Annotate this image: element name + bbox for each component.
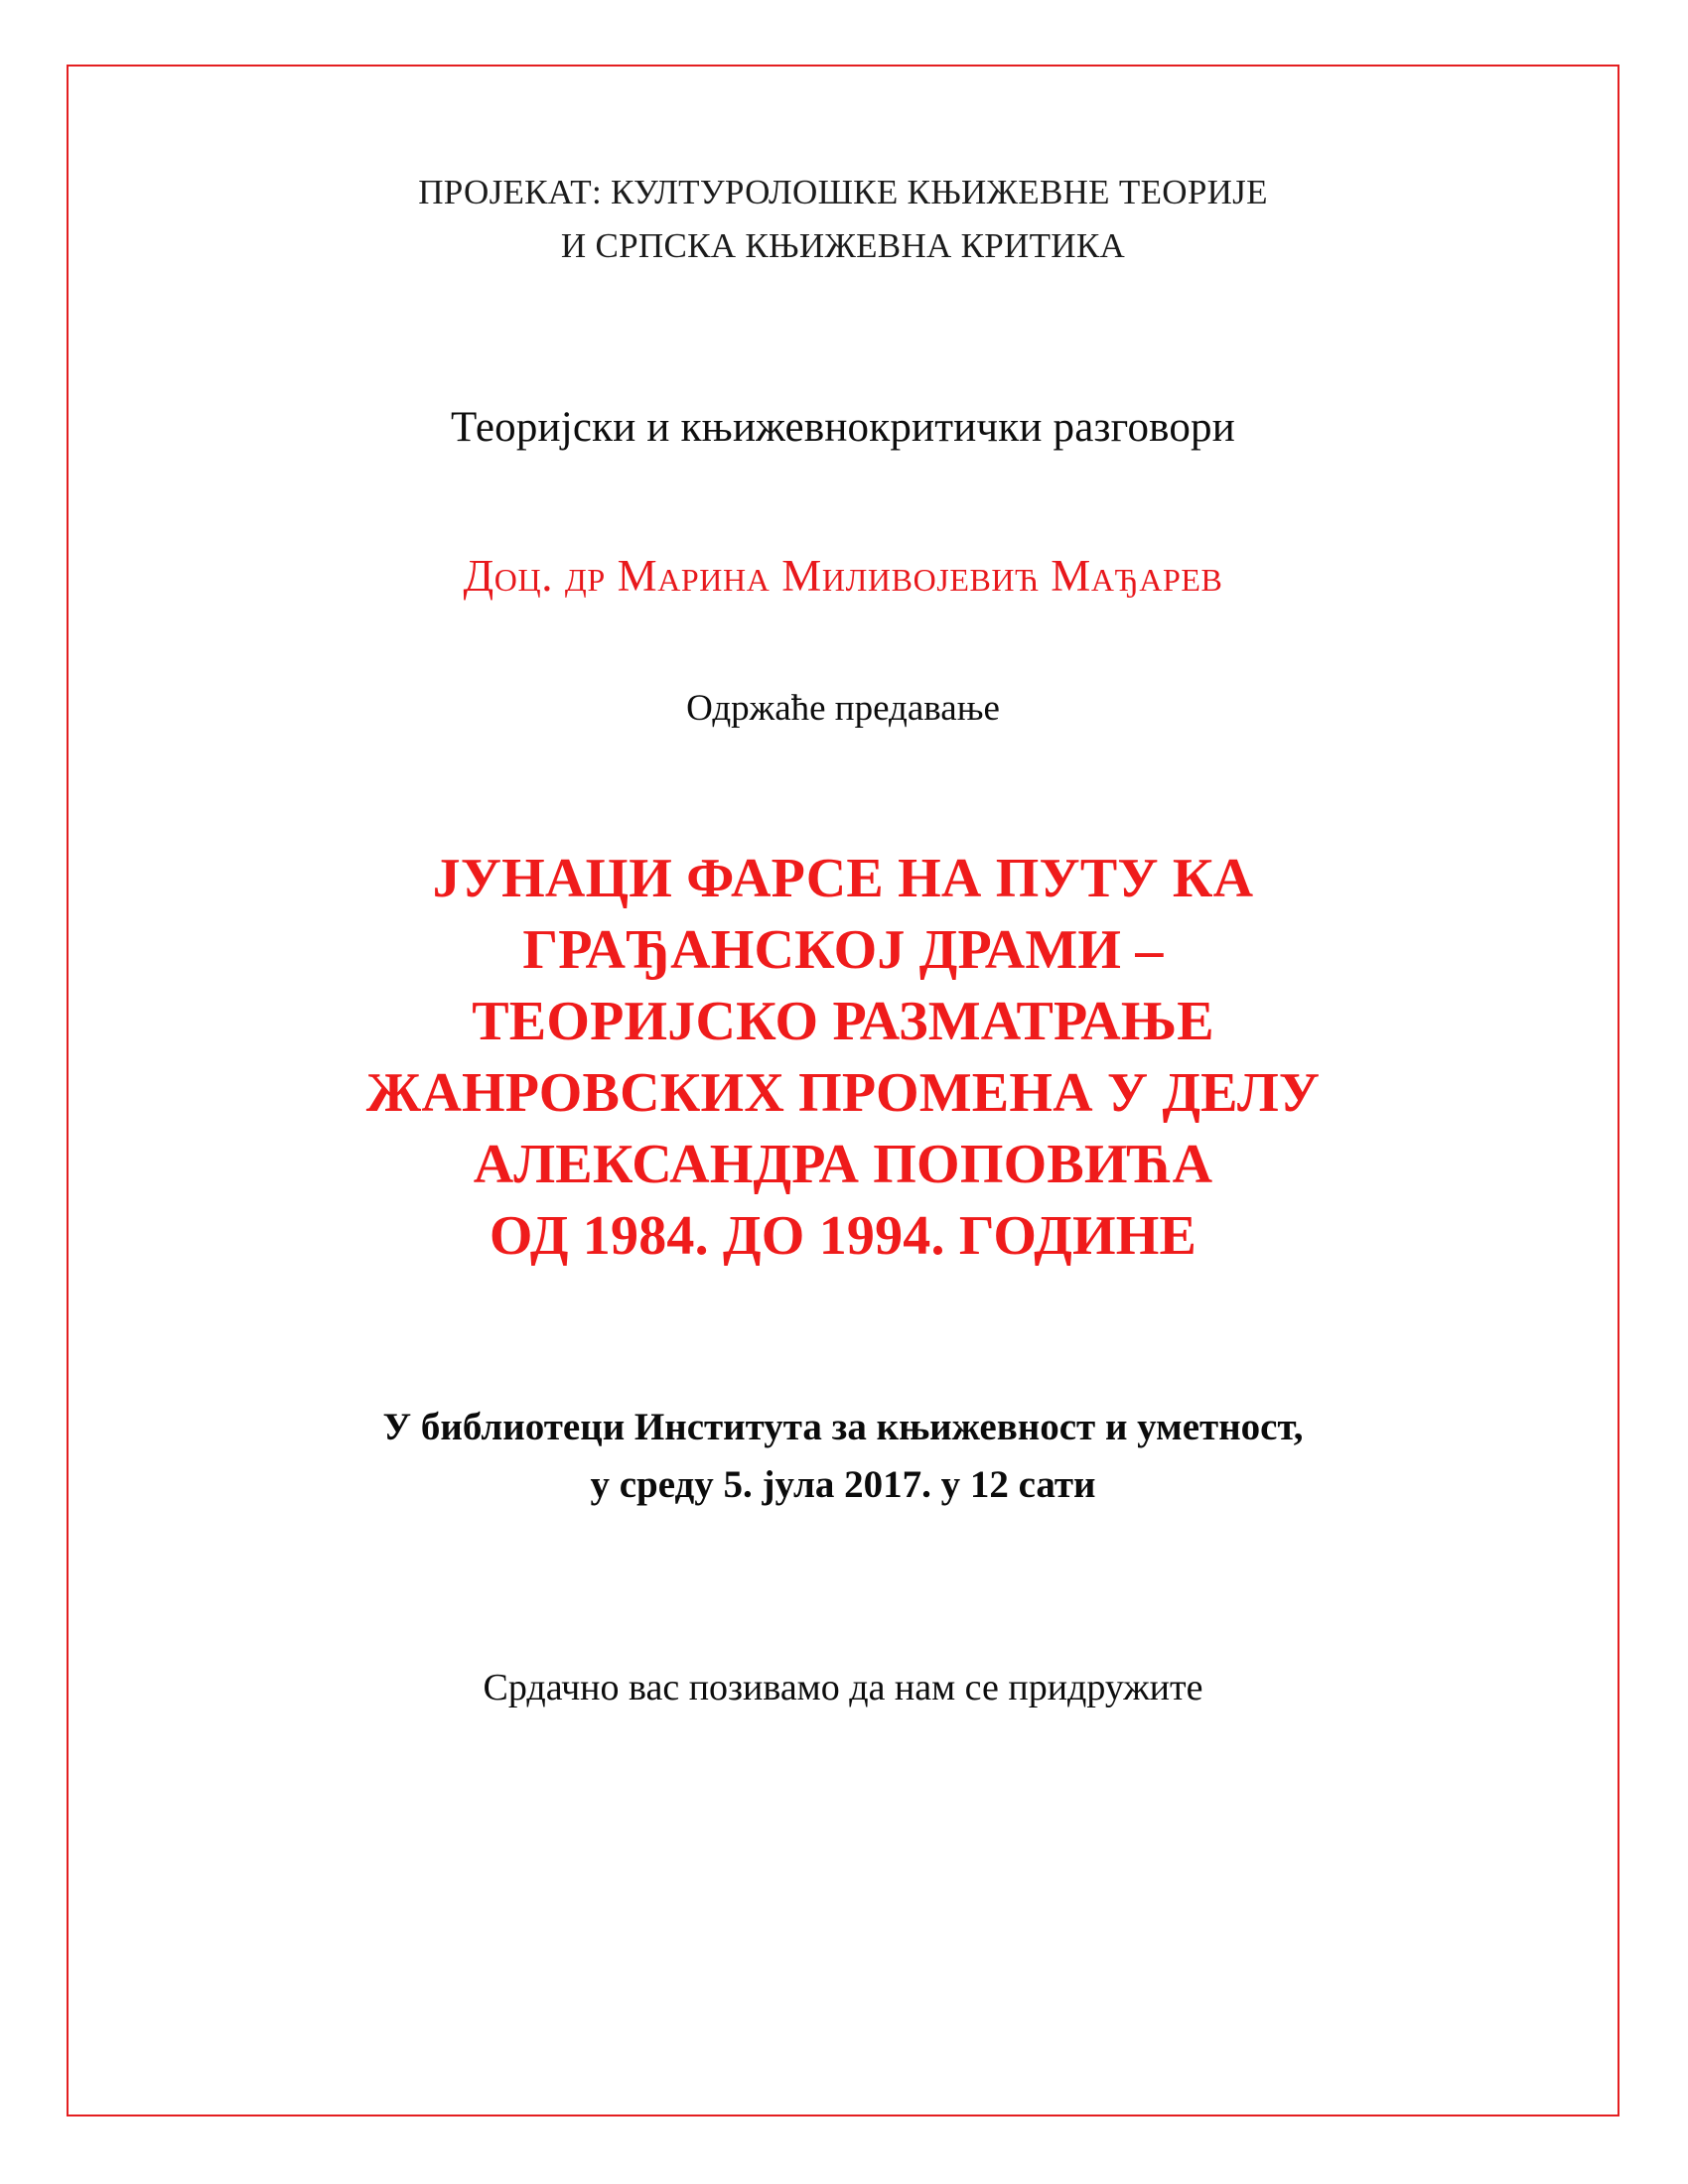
lecture-title-line-5: АЛЕКСАНДРА ПОПОВИЋА: [473, 1134, 1213, 1195]
top-spacer: [138, 65, 1548, 166]
title-venue-spacer: [138, 1272, 1548, 1399]
project-header-line-2: И СРПСКА КЊИЖЕВНА КРИТИКА: [560, 226, 1126, 265]
flyer-content: [67, 65, 1619, 2116]
venue-closing-spacer: [138, 1514, 1548, 1663]
event-details: [138, 1399, 1548, 1514]
series-subtitle: Теоријски и књижевнокритички разговори: [451, 404, 1235, 451]
lecture-title: [138, 843, 1548, 1272]
lecture-title-line-1: ЈУНАЦИ ФАРСЕ НА ПУТУ КА: [432, 848, 1254, 909]
lecture-title-line-2: ГРАЂАНСКОЈ ДРАМИ –: [522, 919, 1164, 981]
subtitle-speaker-spacer: [138, 456, 1548, 547]
lecture-title-line-4: ЖАНРОВСКИХ ПРОМЕНА У ДЕЛУ: [365, 1062, 1321, 1124]
event-venue: У библиотеци Института за књижевност и уметност,: [382, 1406, 1304, 1448]
project-header: [138, 166, 1548, 273]
lecture-intro-text: Одржаће предавање: [686, 688, 1000, 729]
closing-message: Срдачно вас позивамо да нам се придружите: [483, 1667, 1203, 1708]
lecture-title-line-3: ТЕОРИЈСКО РАЗМАТРАЊЕ: [472, 991, 1214, 1052]
intro-title-spacer: [138, 734, 1548, 843]
header-subtitle-spacer: [138, 273, 1548, 400]
project-header-line-1: ПРОЈЕКАТ: КУЛТУРОЛОШКЕ КЊИЖЕВНЕ ТЕОРИЈЕ: [418, 173, 1268, 211]
event-datetime: у среду 5. јула 2017. у 12 сати: [590, 1463, 1096, 1506]
lecture-title-line-6: ОД 1984. ДО 1994. ГОДИНЕ: [489, 1205, 1197, 1267]
speaker-intro-spacer: [138, 605, 1548, 684]
speaker-name: Доц. др Марина Миливојевић Мађарев: [463, 551, 1223, 601]
